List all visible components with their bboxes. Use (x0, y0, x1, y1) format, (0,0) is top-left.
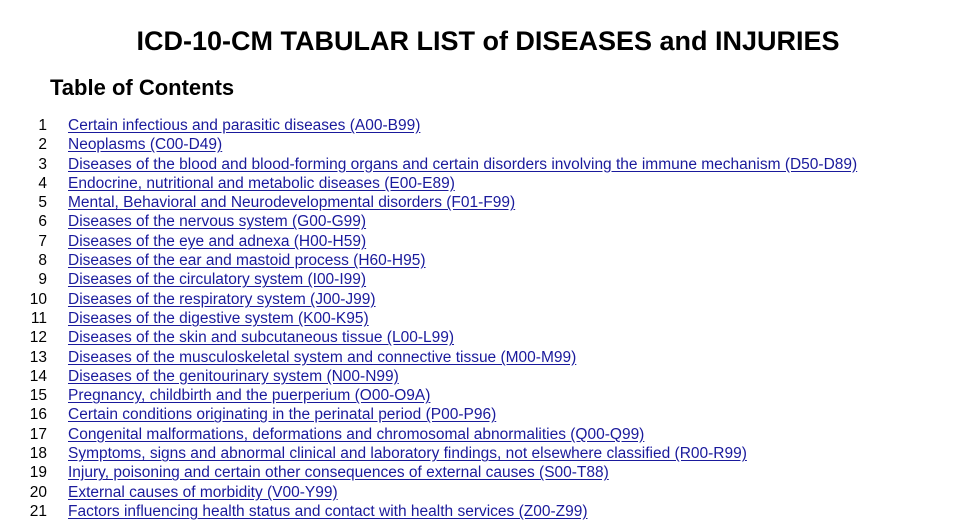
toc-row-19 (0, 463, 976, 482)
toc-number: 10 (29, 290, 47, 308)
toc-row-12 (0, 328, 976, 347)
toc-number: 18 (29, 445, 47, 463)
toc-row-3 (0, 155, 976, 174)
toc-number: 6 (38, 213, 47, 231)
toc-link-chapter-18[interactable]: Symptoms, signs and abnormal clinical and laboratory findings, not elsewhere classified (R00-R99) (68, 445, 747, 463)
toc-link-chapter-1[interactable]: Certain infectious and parasitic diseases (A00-B99) (68, 117, 421, 134)
toc-link-chapter-13[interactable]: Diseases of the musculoskeletal system and connective tissue (M00-M99) (68, 348, 577, 366)
toc-number: 13 (29, 348, 47, 366)
toc-row-20 (0, 483, 976, 502)
toc-number: 19 (29, 464, 47, 482)
toc-number: 11 (30, 309, 47, 327)
toc-link-chapter-5[interactable]: Mental, Behavioral and Neurodevelopmental disorders (F01-F99) (68, 194, 516, 212)
toc-link-chapter-14[interactable]: Diseases of the genitourinary system (N00-N99) (68, 367, 399, 385)
toc-row-16 (0, 405, 976, 424)
toc-number: 7 (38, 232, 47, 250)
toc-link-chapter-16[interactable]: Certain conditions originating in the perinatal period (P00-P96) (68, 406, 497, 424)
toc-number: 9 (38, 271, 47, 289)
toc-number: 15 (29, 387, 47, 405)
toc-link-chapter-7[interactable]: Diseases of the eye and adnexa (H00-H59) (68, 232, 367, 250)
toc-link-chapter-11[interactable]: Diseases of the digestive system (K00-K95) (68, 309, 369, 327)
toc-link-chapter-8[interactable]: Diseases of the ear and mastoid process (H60-H95) (68, 252, 426, 270)
toc-row-7 (0, 232, 976, 251)
toc-link-chapter-17[interactable]: Congenital malformations, deformations and chromosomal abnormalities (Q00-Q99) (68, 425, 645, 443)
toc-number: 3 (38, 155, 47, 173)
toc-number: 17 (29, 425, 47, 443)
toc-row-18 (0, 444, 976, 463)
toc-link-chapter-12[interactable]: Diseases of the skin and subcutaneous tissue (L00-L99) (68, 329, 455, 347)
toc-link-chapter-15[interactable]: Pregnancy, childbirth and the puerperium (O00-O9A) (68, 387, 431, 405)
toc-row-1 (0, 116, 976, 135)
toc-link-chapter-2[interactable]: Neoplasms (C00-D49) (68, 136, 223, 154)
toc-link-chapter-4[interactable]: Endocrine, nutritional and metabolic diseases (E00-E89) (68, 174, 455, 192)
toc-row-10 (0, 290, 976, 309)
toc-number: 12 (29, 329, 47, 347)
toc-link-chapter-9[interactable]: Diseases of the circulatory system (I00-I99) (68, 271, 367, 289)
toc-link-chapter-10[interactable]: Diseases of the respiratory system (J00-J99) (68, 290, 376, 308)
toc-row-14 (0, 367, 976, 386)
page-title: ICD-10-CM TABULAR LIST of DISEASES and INJURIES (136, 26, 840, 56)
toc-link-chapter-21[interactable]: Factors influencing health status and contact with health services (Z00-Z99) (68, 502, 588, 520)
toc-row-13 (0, 348, 976, 367)
toc-row-15 (0, 386, 976, 405)
toc-link-chapter-3[interactable]: Diseases of the blood and blood-forming organs and certain disorders involving the immune mechanism (D50-D89) (68, 155, 858, 173)
toc-link-chapter-6[interactable]: Diseases of the nervous system (G00-G99) (68, 213, 367, 231)
toc-row-2 (0, 135, 976, 154)
toc-number: 4 (38, 174, 47, 192)
toc-number: 16 (29, 406, 47, 424)
toc-row-5 (0, 193, 976, 212)
toc-row-21 (0, 502, 976, 521)
toc-row-8 (0, 251, 976, 270)
toc-number: 14 (29, 367, 47, 385)
toc-row-6 (0, 212, 976, 231)
toc-row-17 (0, 425, 976, 444)
toc-number: 21 (29, 502, 47, 520)
toc-number: 2 (38, 136, 47, 154)
toc-number: 1 (38, 117, 47, 134)
toc-number: 8 (38, 252, 47, 270)
toc-row-9 (0, 270, 976, 289)
toc-row-4 (0, 174, 976, 193)
toc-link-chapter-19[interactable]: Injury, poisoning and certain other consequences of external causes (S00-T88) (68, 464, 609, 482)
toc-number: 20 (29, 483, 47, 501)
toc-list (0, 116, 976, 521)
toc-heading: Table of Contents (50, 75, 235, 100)
toc-number: 5 (38, 194, 47, 212)
toc-link-chapter-20[interactable]: External causes of morbidity (V00-Y99) (68, 483, 338, 501)
toc-row-11 (0, 309, 976, 328)
